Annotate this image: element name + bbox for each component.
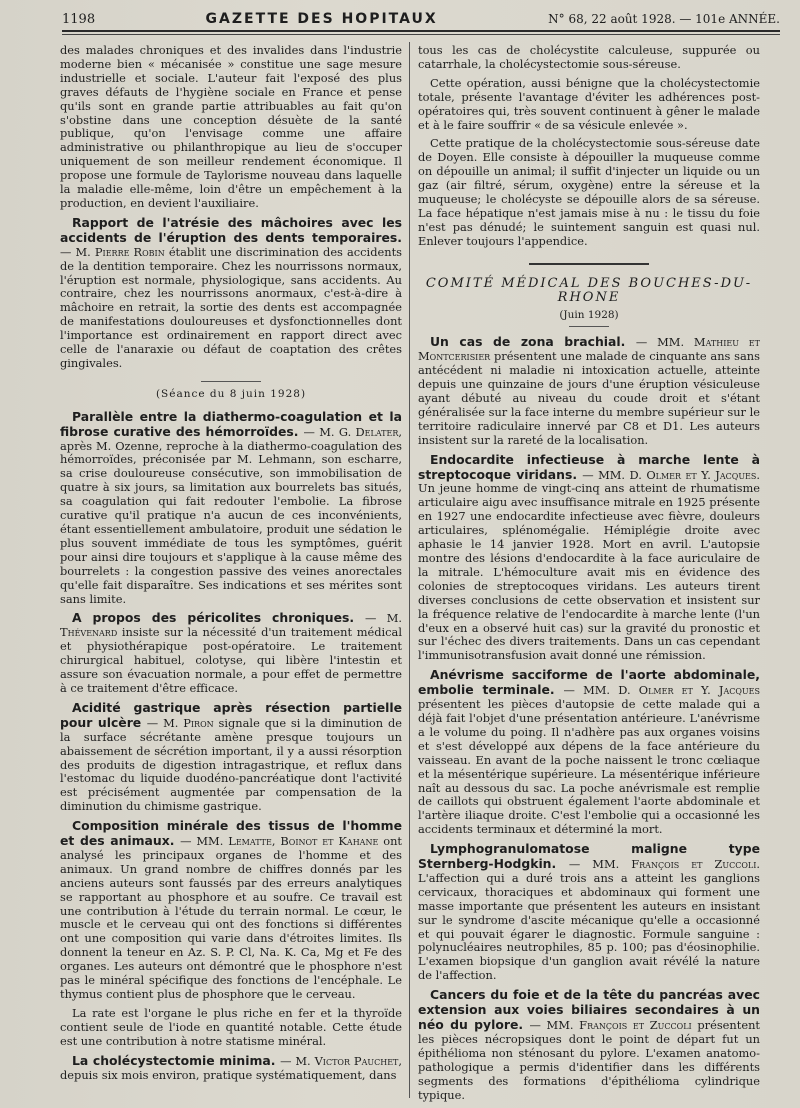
section-date: (Juin 1928) — [559, 308, 619, 321]
article-authors: — M. Victor Pauchet, — [280, 1053, 402, 1068]
article-title: Acidité gastrique après résection partielle pour ulcère — [60, 699, 402, 730]
article-lematte-continued: La rate est l'organe le plus riche en fer et la thyroïde contient seule de l'iode en quantité notable. Cette étude est une contribution à notre statisme minéral. — [60, 1005, 402, 1048]
issue-info: N° 68, 22 août 1928. — 101e ANNÉE. — [548, 12, 780, 26]
article-title: Un cas de zona brachial. — [430, 334, 636, 350]
article-body: établit une discrimination des accidents de la dentition temporaire. Chez les nourrissons normaux, l'éruption est normale, physiologique, sans accidents. Au contraire, chez les nourrissons anormaux, c'est-à-dire à mâchoire en retrait, la sortie des dents est accompagnée de manifestations douloureuses et dysfonctionnelles dont l'importance est ordinairement en rapport direct avec celle de l'anaraxie ou défaut de coaptation des crêtes gingivales. — [60, 244, 402, 370]
journal-title: GAZETTE DES HOPITAUX — [205, 11, 438, 27]
page-header — [62, 8, 780, 32]
article-lematte — [60, 819, 402, 1002]
section-heading: COMITÉ MÉDICAL DES BOUCHES-DU-RHONE — [425, 275, 753, 305]
article-body: présentent les pièces d'autopsie de cette malade qui a déjà fait l'objet d'une présentation antérieure. L'anévrisme a le volume du poing. Il n'adhère pas aux organes voisins et s'est développé aux dépens de la face antérieure du vaisseau. En avant de la poche naissent le tronc cœliaque et la mésentérique supérieure. La mésentérique inférieure naît au dessous du sac. La poche anévrismale est remplie de caillots qui obstruent également l'aorte abdominale et l'artère iliaque droite. C'est l'embolie qui a occasionné les accidents terminaux et déterminé la mort. — [418, 697, 760, 837]
article-authors: — MM. D. Olmer et Y. Jacques — [563, 683, 760, 698]
column-divider — [409, 42, 410, 1098]
article-title: Endocardite infectieuse à marche lente à streptocoque viridans. — [418, 451, 760, 482]
session-heading — [60, 381, 402, 402]
article-robin — [60, 216, 402, 371]
article-body: ont analysé les principaux organes de l'homme et des animaux. Un grand nombre de chiffres donnés par les anciens auteurs sont faussés par des erreurs analytiques se rapportant au phosphore et au soufre. Ce travail est une contribution à l'étude du terrain normal. Le cœur, le muscle et le cerveau qui ont des fonctions si différentes ont une composition qui varie dans d'étroites limites. Ils donnent la teneur en Az. S. P. Cl, Na. K. Ca, Mg et Fe des organes. Les auteurs ont démontré que le phosphore n'est pas le minéral spécifique des fonctions de l'encéphale. Le thymus contient plus de phosphore que le cerveau. — [60, 834, 402, 1001]
left-column — [60, 44, 402, 1102]
article-title: Rapport de l'atrésie des mâchoires avec les accidents de l'éruption des dents temporaires. — [60, 214, 402, 245]
session-date: (Séance du 8 juin 1928) — [155, 387, 307, 400]
article-zona — [418, 335, 760, 447]
article-authors: — MM. Lematte, Boinot et Kahane — [180, 834, 384, 849]
article-body: présentent les pièces nécropsiques dont le point de départ fut un épithélioma non sténosant du pylore. L'examen anatomo-pathologique a permis d'identifier dans les différents segments des formations d'épithélioma cylindrique typique. — [418, 1018, 760, 1102]
article-title: A propos des péricolites chroniques. — [72, 610, 366, 626]
header-rule — [62, 34, 780, 35]
article-title: Anévrisme sacciforme de l'aorte abdominale, embolie terminale. — [418, 667, 760, 698]
article-title: Parallèle entre la diathermo-coagulation et la fibrose curative des hémorroïdes. — [60, 408, 402, 439]
article-title: La cholécystectomie minima. — [72, 1052, 281, 1068]
continued-paragraph: tous les cas de cholécystite calculeuse, suppurée ou catarrhale, la cholécystectomie sous-séreuse. — [418, 43, 760, 71]
article-body: insiste sur la nécessité d'un traitement médical et physiothérapique post-opératoire. Le traitement chirurgical habituel, colotyse, qui libère l'intestin et assure son évacuation normale, a pour effet de permettre à ce traitement d'être efficace. — [60, 625, 402, 695]
session-separator — [201, 381, 261, 382]
article-authors: — MM. François et Zuccoli. — [568, 857, 761, 872]
article-authors: — MM. D. Olmer et Y. Jacques. — [582, 467, 760, 482]
right-column — [418, 44, 760, 1102]
article-authors: — MM. Mathieu et Montcerisier — [418, 335, 760, 364]
article-title: Composition minérale des tissus de l'homme et des animaux. — [60, 818, 402, 849]
article-cancers — [418, 988, 760, 1102]
article-title: Lymphogranulomatose maligne type Sternberg-Hodgkin. — [418, 841, 760, 872]
article-body: signale que si la diminution de la surface sécrétante amène presque toujours un abaissement de sécrétion important, il y a aussi résorption des produits de digestion intragastrique, et reflux dans l'estomac du liquide duodéno-pancréatique dont l'activité est précisément augmentée par compensation de la diminution du chimisme gastrique. — [60, 715, 402, 814]
article-authors: — MM. François et Zuccoli — [529, 1018, 698, 1032]
page-number: 1198 — [62, 11, 96, 27]
article-endocardite — [418, 453, 760, 664]
continued-paragraph: des malades chroniques et des invalides dans l'industrie moderne bien « mécanisée » constitue une sage mesure industrielle et sociale. L'auteur fait l'exposé des plus graves défauts de l'hygiène sociale en France et pense qu'ils sont en grande partie attribuables au fait qu'on s'obstine dans une conception désuète de la santé publique, qu'on l'envisage comme une affaire administrative ou philanthropique au lieu de s'occuper uniquement de son meilleur rendement économique. Il propose une formule de Taylorisme nouveau dans laquelle la maladie elle-même, loin d'être un empêchement à la production, en devient l'auxiliaire. — [60, 43, 402, 210]
article-body: après M. Ozenne, reproche à la diathermo-coagulation des hémorroïdes, préconisée par M. Lehmann, son escharre, sa crise douloureuse consécutive, son immobilisation de quatre à six jours, sa limitation aux bourrelets bas situés, sa coagulation qui fait redouter l'embolie. La fibrose curative qu'il pratique n'a aucun de ces inconvénients, étant essentiellement ambulatoire, produit une sédation le plus souvent immédiate de tous les symptômes, guérit pour ainsi dire toujours et s'applique à la cause même des bourrelets : la congestion passive des veines anorectales qu'elle fait disparaître. Ses indications et ses mérites sont sans limite. — [60, 438, 402, 606]
article-body: depuis six mois environ, pratique systématiquement, dans — [60, 1067, 397, 1082]
article-authors: — M. Thévenard — [60, 611, 402, 640]
article-pauchet — [60, 1054, 402, 1083]
article-authors: — M. Piron — [146, 715, 219, 730]
article-title: Cancers du foie et de la tête du pancréas avec extension aux voies biliaires secondaires à un néo du pylore. — [418, 987, 760, 1032]
article-body: présentent une malade de cinquante ans sans antécédent ni maladie ni intoxication actuelle, atteinte depuis une quinzaine de jours d'une éruption vésiculeuse ayant débuté au niveau du coude droit et s'étant généralisée sur la face interne du membre supérieur sur le territoire radiculaire innervé par C8 et D1. Les auteurs insistent sur la rareté de la localisation. — [418, 349, 760, 447]
article-anevrisme — [418, 668, 760, 837]
article-body: Un jeune homme de vingt-cinq ans atteint de rhumatisme articulaire aigu avec insuffisance mitrale en 1925 présente en 1927 une endocardite infectieuse avec fièvre, douleurs articulaires, splénomégalie. Hémiplégie droite avec aphasie le 14 janvier 1928. Mort en avril. L'autopsie montre des lésions d'endocardite à la face auriculaire de la mitrale. L'hémoculture avait mis en évidence des colonies de streptocoques viridans. Les auteurs tirent diverses conclusions de cette observation et insistent sur la fréquence relative de l'endocardite à marche lente (l'un d'eux en a observé huit cas) sur la gravité du pronostic et sur l'échec des divers traitements. Dans un cas cependant l'immunisotransfusion avait donné une rémission. — [418, 481, 760, 663]
article-authors: — M. G. Delater, — [303, 424, 402, 439]
section-rule — [529, 263, 649, 265]
article-body: L'affection qui a duré trois ans a atteint les ganglions cervicaux, thoraciques et abdominaux qui forment une masse importante que présentent les auteurs en insistant sur le syndrome d'ascite mécanique qu'elle a occasionné et qui pouvait égarer le diagnostic. Formule sanguine : polynucléaires neutrophiles, 85 p. 100; pas d'éosinophilie. L'examen biopsique d'un ganglion avait révélé la nature de l'affection. — [418, 870, 760, 983]
article-thevenard — [60, 611, 402, 695]
article-delater — [60, 410, 402, 607]
paragraph: Cette pratique de la cholécystectomie sous-séreuse date de Doyen. Elle consiste à dépouiller la muqueuse comme on dépouille un animal; il suffit d'injecter un liquide ou un gaz (air filtré, sérum, oxygène) entre la séreuse et la muqueuse; le cholécyste se dépouille alors de sa séreuse. La face hépatique n'est jamais mise à nu : le tissu du foie n'est pas dénudé; le suintement sanguin est quasi nul. Enlever toujours l'appendice. — [418, 136, 760, 248]
paragraph: Cette opération, aussi bénigne que la cholécystectomie totale, présente l'avantage d'éviter les adhérences post-opératoires qui, très souvent continuent à gêner le malade et à le faire souffrir « de sa vésicule enlevée ». — [418, 75, 760, 132]
section-separator — [569, 326, 609, 327]
article-authors: — M. Pierre Robin — [60, 244, 169, 259]
article-lymphogranulomatose — [418, 842, 760, 983]
article-piron — [60, 701, 402, 814]
